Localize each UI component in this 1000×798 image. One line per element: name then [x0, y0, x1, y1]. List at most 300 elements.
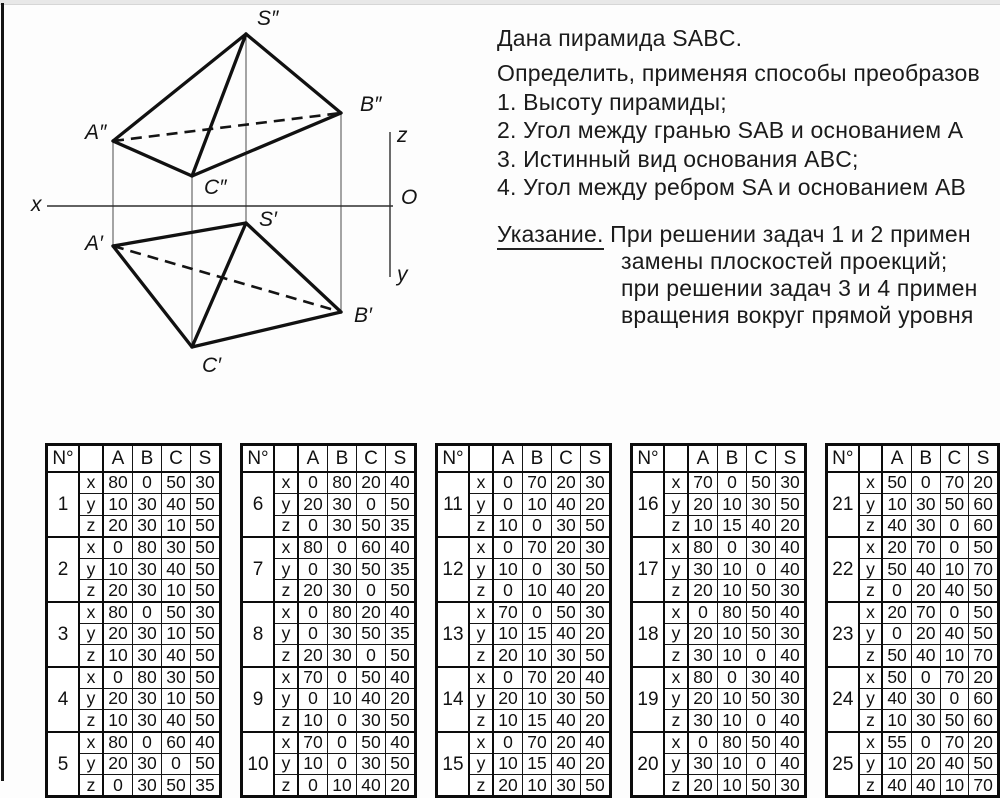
coord-value: 30	[552, 515, 581, 537]
coord-axis-label: x	[79, 472, 103, 494]
coord-value: 30	[328, 515, 357, 537]
variant-number: 1	[47, 472, 80, 537]
coord-axis-label: x	[664, 537, 688, 559]
column-header-b: B	[911, 445, 940, 473]
coord-axis-label: x	[469, 537, 493, 559]
coord-value: 30	[776, 688, 806, 709]
coord-value: 0	[747, 559, 776, 580]
coord-axis-label: x	[859, 602, 883, 624]
coord-value: 40	[386, 472, 416, 494]
coord-axis-label: x	[664, 602, 688, 624]
variants-table-2	[240, 443, 417, 798]
coord-value: 50	[747, 732, 776, 754]
coord-value: 50	[581, 515, 611, 537]
coord-value: 50	[882, 667, 911, 689]
coord-value: 30	[133, 688, 162, 709]
coord-value: 30	[133, 559, 162, 580]
variant-number: 5	[47, 732, 80, 797]
coord-value: 10	[493, 559, 523, 580]
projection-diagram	[0, 0, 470, 420]
coord-value: 30	[191, 602, 221, 624]
coord-value: 30	[328, 624, 357, 645]
coord-axis-label: z	[79, 580, 103, 602]
coord-value: 20	[911, 624, 940, 645]
coord-value: 50	[357, 515, 386, 537]
coord-value: 50	[191, 515, 221, 537]
coord-value: 10	[523, 688, 552, 709]
coord-value: 30	[747, 537, 776, 559]
coord-value: 50	[191, 645, 221, 667]
coord-value: 10	[718, 775, 747, 797]
coord-value: 20	[882, 537, 911, 559]
coord-axis-label: y	[664, 753, 688, 774]
coord-value: 0	[103, 537, 133, 559]
coord-value: 50	[357, 559, 386, 580]
coord-value: 0	[493, 472, 523, 494]
coord-value: 10	[493, 753, 523, 774]
coord-value: 20	[298, 580, 328, 602]
coord-axis-label: z	[664, 775, 688, 797]
column-header-c: C	[940, 445, 969, 473]
coord-value: 60	[969, 710, 999, 732]
coord-value: 30	[581, 537, 611, 559]
label-S-horiz: S′	[259, 208, 277, 231]
coord-value: 40	[357, 775, 386, 797]
variants-table-grid	[45, 443, 222, 798]
coord-axis-label: x	[79, 602, 103, 624]
coord-value: 40	[776, 710, 806, 732]
coord-value: 40	[882, 515, 911, 537]
coord-value: 50	[162, 602, 191, 624]
coord-value: 15	[523, 624, 552, 645]
coord-value: 55	[882, 732, 911, 754]
coord-value: 50	[191, 559, 221, 580]
coord-axis-label: z	[469, 645, 493, 667]
coord-value: 40	[940, 580, 969, 602]
column-header-b: B	[328, 445, 357, 473]
coord-value: 70	[940, 732, 969, 754]
variant-number: 17	[632, 537, 665, 602]
coord-value: 30	[911, 688, 940, 709]
coord-value: 40	[581, 732, 611, 754]
note-line-4: вращения вокруг прямой уровня	[621, 302, 974, 328]
coord-value: 40	[386, 667, 416, 689]
coord-value: 30	[911, 710, 940, 732]
coord-value: 80	[688, 667, 718, 689]
column-header-n°: N°	[827, 445, 859, 473]
axis-label-x: x	[31, 193, 42, 216]
coord-axis-label: z	[469, 580, 493, 602]
coord-value: 0	[328, 732, 357, 754]
column-header-s: S	[386, 445, 416, 473]
coord-value: 0	[523, 559, 552, 580]
coord-value: 10	[162, 688, 191, 709]
coord-value: 50	[552, 602, 581, 624]
variants-table-1	[45, 443, 222, 798]
coord-value: 20	[581, 753, 611, 774]
variants-table-grid	[435, 443, 612, 798]
coord-value: 30	[328, 494, 357, 515]
coord-value: 10	[940, 775, 969, 797]
coord-value: 80	[133, 537, 162, 559]
coord-axis-label: x	[274, 732, 298, 754]
coord-axis-label: y	[469, 753, 493, 774]
coord-value: 0	[882, 624, 911, 645]
coord-value: 50	[747, 602, 776, 624]
coord-value: 0	[718, 472, 747, 494]
coord-axis-label: x	[79, 537, 103, 559]
note-text-1: При решении задач 1 и 2 примен	[610, 221, 971, 247]
coord-value: 30	[776, 472, 806, 494]
coord-value: 30	[357, 753, 386, 774]
coord-value: 60	[969, 515, 999, 537]
coord-axis-label: z	[664, 580, 688, 602]
coord-axis-label: x	[469, 472, 493, 494]
column-header-n°: N°	[437, 445, 470, 473]
axis-label-y: y	[397, 263, 408, 286]
problem-intro: Дана пирамида SABC.	[497, 25, 743, 51]
coord-axis-label: y	[664, 624, 688, 645]
coord-value: 0	[718, 667, 747, 689]
coord-value: 40	[162, 710, 191, 732]
variant-number: 4	[47, 667, 80, 732]
coord-value: 40	[776, 537, 806, 559]
coord-value: 50	[776, 494, 806, 515]
coord-value: 40	[386, 537, 416, 559]
coord-value: 20	[581, 624, 611, 645]
coord-value: 10	[493, 710, 523, 732]
column-header-n°: N°	[47, 445, 80, 473]
coord-value: 10	[328, 688, 357, 709]
coord-axis-label: x	[79, 732, 103, 754]
variant-number: 9	[242, 667, 275, 732]
variant-number: 12	[437, 537, 470, 602]
coord-value: 20	[882, 602, 911, 624]
coord-axis-label: x	[664, 667, 688, 689]
coord-value: 30	[581, 602, 611, 624]
coord-value: 20	[552, 537, 581, 559]
coord-value: 40	[911, 559, 940, 580]
coord-value: 30	[162, 667, 191, 689]
coord-value: 20	[969, 667, 999, 689]
coord-value: 20	[688, 580, 718, 602]
coord-value: 80	[103, 732, 133, 754]
coord-value: 0	[940, 537, 969, 559]
coord-axis-label: y	[274, 624, 298, 645]
coord-value: 0	[328, 753, 357, 774]
coord-value: 70	[969, 775, 999, 797]
variant-number: 13	[437, 602, 470, 667]
column-header-c: C	[357, 445, 386, 473]
coord-value: 40	[747, 515, 776, 537]
coord-value: 40	[776, 602, 806, 624]
coord-value: 0	[940, 515, 969, 537]
coord-value: 35	[191, 775, 221, 797]
coord-axis-label: x	[469, 732, 493, 754]
coord-value: 50	[882, 559, 911, 580]
coord-value: 60	[969, 494, 999, 515]
coord-value: 30	[162, 537, 191, 559]
coord-value: 0	[133, 602, 162, 624]
coord-value: 20	[911, 753, 940, 774]
coord-value: 40	[552, 710, 581, 732]
coord-value: 30	[688, 645, 718, 667]
coord-axis-label: z	[859, 515, 883, 537]
column-header-b: B	[523, 445, 552, 473]
coord-value: 0	[133, 472, 162, 494]
coord-axis-label: x	[79, 667, 103, 689]
coord-value: 10	[103, 494, 133, 515]
coord-value: 50	[940, 710, 969, 732]
coord-value: 50	[969, 537, 999, 559]
coord-value: 30	[133, 645, 162, 667]
task-item-4: 4. Угол между ребром SA и основанием АВ	[497, 174, 967, 200]
coord-axis-label: x	[274, 602, 298, 624]
variants-table-grid	[240, 443, 417, 798]
coord-axis-label: y	[79, 559, 103, 580]
coord-axis-label: y	[859, 688, 883, 709]
coord-axis-label: z	[79, 775, 103, 797]
coord-value: 70	[523, 472, 552, 494]
coord-value: 40	[386, 732, 416, 754]
coord-value: 50	[386, 753, 416, 774]
coord-axis-label: z	[469, 775, 493, 797]
coord-axis-label: x	[859, 667, 883, 689]
variant-number: 14	[437, 667, 470, 732]
coord-value: 80	[718, 602, 747, 624]
coord-value: 20	[552, 667, 581, 689]
coord-axis-label: y	[79, 753, 103, 774]
coord-value: 50	[940, 494, 969, 515]
coord-value: 50	[191, 753, 221, 774]
coord-value: 20	[298, 494, 328, 515]
task-item-1: 1. Высоту пирамиды;	[497, 89, 727, 115]
coord-axis-label: z	[79, 645, 103, 667]
coord-value: 30	[328, 580, 357, 602]
horizontal-projection-edges	[113, 223, 341, 347]
coord-value: 80	[688, 537, 718, 559]
coord-value: 60	[357, 537, 386, 559]
coord-value: 30	[747, 494, 776, 515]
coord-axis-label: y	[859, 494, 883, 515]
coord-value: 40	[552, 624, 581, 645]
coord-value: 70	[940, 667, 969, 689]
variants-table-grid	[630, 443, 807, 798]
coord-value: 40	[191, 732, 221, 754]
coord-value: 10	[940, 559, 969, 580]
coord-value: 70	[911, 537, 940, 559]
coord-value: 20	[581, 710, 611, 732]
coord-value: 70	[911, 602, 940, 624]
coord-axis-label: y	[859, 559, 883, 580]
coord-value: 30	[688, 710, 718, 732]
coord-axis-label: x	[859, 472, 883, 494]
task-item-2: 2. Угол между гранью SAB и основанием А	[497, 117, 964, 143]
coord-value: 0	[911, 472, 940, 494]
coord-value: 20	[969, 472, 999, 494]
column-header-s: S	[969, 445, 999, 473]
coord-axis-label: x	[859, 732, 883, 754]
coord-value: 50	[969, 624, 999, 645]
coord-value: 30	[581, 472, 611, 494]
coord-value: 0	[298, 559, 328, 580]
coord-value: 50	[386, 580, 416, 602]
coord-value: 50	[882, 645, 911, 667]
label-S-front: S″	[257, 7, 279, 30]
coord-value: 60	[969, 688, 999, 709]
axis-label-z: z	[397, 124, 408, 147]
variant-number: 25	[827, 732, 859, 797]
coord-value: 50	[191, 688, 221, 709]
variant-number: 23	[827, 602, 859, 667]
variant-number: 21	[827, 472, 859, 537]
coord-value: 50	[386, 710, 416, 732]
column-header-blank	[469, 445, 493, 473]
coord-axis-label: z	[274, 775, 298, 797]
coord-value: 20	[688, 624, 718, 645]
variant-number: 2	[47, 537, 80, 602]
coord-value: 0	[162, 753, 191, 774]
column-header-blank	[79, 445, 103, 473]
coord-value: 20	[581, 494, 611, 515]
column-header-a: A	[882, 445, 911, 473]
label-A-front: A″	[85, 121, 107, 144]
label-B-front: B″	[360, 93, 382, 116]
coord-value: 50	[747, 580, 776, 602]
coord-value: 50	[162, 472, 191, 494]
coord-value: 50	[747, 775, 776, 797]
coord-value: 40	[776, 559, 806, 580]
coord-value: 40	[581, 667, 611, 689]
coord-value: 30	[776, 775, 806, 797]
coord-value: 40	[940, 624, 969, 645]
coord-value: 30	[133, 710, 162, 732]
coord-value: 50	[969, 602, 999, 624]
coord-axis-label: x	[274, 537, 298, 559]
coord-value: 40	[552, 494, 581, 515]
coord-value: 0	[688, 732, 718, 754]
coord-axis-label: y	[664, 559, 688, 580]
variant-number: 7	[242, 537, 275, 602]
coord-value: 40	[552, 753, 581, 774]
coord-value: 70	[688, 472, 718, 494]
coord-value: 15	[523, 753, 552, 774]
coord-axis-label: y	[274, 753, 298, 774]
coord-value: 40	[776, 753, 806, 774]
column-header-a: A	[688, 445, 718, 473]
coord-value: 40	[882, 775, 911, 797]
coord-value: 0	[493, 494, 523, 515]
coord-axis-label: y	[274, 559, 298, 580]
coord-value: 20	[552, 732, 581, 754]
coord-value: 80	[103, 472, 133, 494]
coord-value: 50	[191, 580, 221, 602]
coord-value: 70	[493, 602, 523, 624]
coord-value: 20	[969, 732, 999, 754]
coord-axis-label: z	[79, 710, 103, 732]
coord-value: 70	[523, 537, 552, 559]
coord-value: 10	[103, 559, 133, 580]
coord-value: 0	[747, 753, 776, 774]
coord-axis-label: y	[859, 624, 883, 645]
coord-value: 20	[386, 688, 416, 709]
coord-value: 0	[103, 667, 133, 689]
coord-value: 30	[328, 559, 357, 580]
coord-value: 10	[162, 624, 191, 645]
coord-value: 50	[581, 645, 611, 667]
coord-value: 10	[493, 624, 523, 645]
coord-value: 70	[969, 559, 999, 580]
coord-value: 15	[523, 710, 552, 732]
coord-value: 30	[133, 494, 162, 515]
variants-table-5	[825, 443, 1000, 798]
column-header-n°: N°	[632, 445, 665, 473]
coord-axis-label: x	[274, 667, 298, 689]
coord-value: 50	[191, 494, 221, 515]
coord-value: 10	[103, 645, 133, 667]
coord-value: 40	[776, 732, 806, 754]
coord-value: 0	[940, 602, 969, 624]
coord-value: 30	[191, 472, 221, 494]
coord-value: 50	[581, 559, 611, 580]
coord-value: 30	[552, 645, 581, 667]
coord-value: 20	[103, 753, 133, 774]
coord-value: 50	[162, 775, 191, 797]
variants-table-4	[630, 443, 807, 798]
problem-task-lead: Определить, применяя способы преобразов	[497, 60, 980, 86]
variant-number: 15	[437, 732, 470, 797]
coord-value: 80	[103, 602, 133, 624]
label-B-horiz: B′	[354, 304, 372, 327]
coord-value: 70	[940, 472, 969, 494]
coord-axis-label: x	[274, 472, 298, 494]
variant-number: 6	[242, 472, 275, 537]
coord-value: 10	[523, 580, 552, 602]
coord-value: 0	[133, 732, 162, 754]
coord-value: 70	[969, 645, 999, 667]
coord-value: 20	[103, 515, 133, 537]
coord-value: 0	[357, 580, 386, 602]
coord-value: 50	[357, 667, 386, 689]
coord-value: 20	[357, 472, 386, 494]
coord-value: 70	[298, 732, 328, 754]
coord-value: 50	[581, 775, 611, 797]
coord-value: 30	[911, 494, 940, 515]
column-header-b: B	[718, 445, 747, 473]
coord-value: 0	[328, 667, 357, 689]
coord-value: 0	[493, 537, 523, 559]
coord-value: 30	[911, 515, 940, 537]
coord-value: 40	[776, 645, 806, 667]
coord-value: 40	[552, 580, 581, 602]
coord-value: 10	[718, 580, 747, 602]
coord-value: 30	[133, 515, 162, 537]
label-C-front: C″	[204, 176, 227, 199]
coord-value: 50	[882, 472, 911, 494]
coord-value: 10	[523, 645, 552, 667]
coord-value: 40	[357, 688, 386, 709]
coord-axis-label: z	[859, 645, 883, 667]
coord-value: 35	[386, 624, 416, 645]
column-header-c: C	[162, 445, 191, 473]
coord-value: 50	[357, 732, 386, 754]
coord-value: 50	[386, 645, 416, 667]
coord-value: 10	[882, 710, 911, 732]
coord-axis-label: z	[79, 515, 103, 537]
variant-number: 8	[242, 602, 275, 667]
coord-value: 80	[328, 602, 357, 624]
coord-axis-label: y	[859, 753, 883, 774]
